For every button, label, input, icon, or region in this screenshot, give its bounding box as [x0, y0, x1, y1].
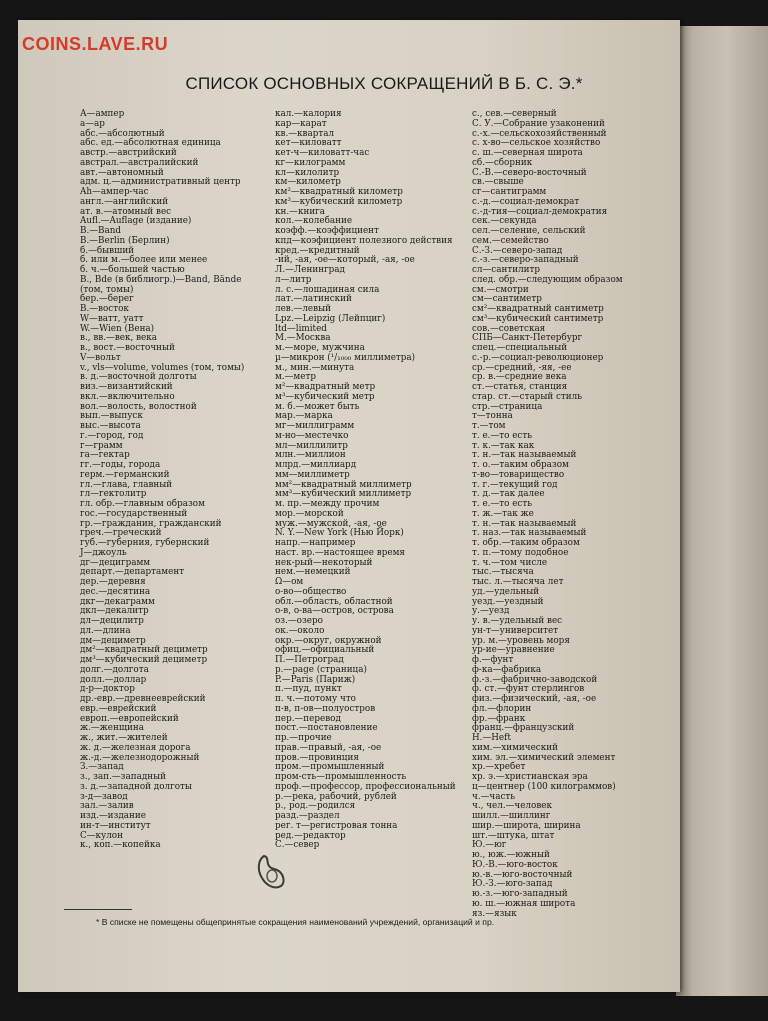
- abbreviation-entry: А—ампер: [80, 109, 125, 119]
- abbreviation-entry: ср.—средний, -яя, -ее: [472, 362, 572, 373]
- abbreviation-entry: пост.—постановление: [275, 723, 378, 734]
- abbreviation-entry: ю. ш.—южная широта: [472, 898, 576, 909]
- abbreviation-entry: мм³—кубический миллиметр: [275, 489, 412, 500]
- abbreviation-entry: гл—гектолитр: [80, 489, 147, 500]
- abbreviation-entry: с.-д-тия—социал-демократия: [472, 206, 608, 217]
- abbreviation-entry: в., вост.—восточный: [80, 343, 175, 353]
- abbreviation-entry: к., коп.—копейка: [80, 840, 161, 851]
- abbreviation-entry: млн.—миллион: [275, 450, 346, 461]
- abbreviation-entry: шир.—широта, ширина: [472, 820, 581, 831]
- abbreviation-entry: ок.—около: [275, 625, 325, 636]
- abbreviation-entry: т. обр.—таким образом: [472, 538, 580, 548]
- abbreviation-entry: физ.—физический, -ая, -ое: [472, 694, 597, 704]
- abbreviation-entry: V—вольт: [80, 352, 121, 363]
- abbreviation-entry: В.—восток: [80, 304, 129, 314]
- abbreviation-entry: ю., юж.—южный: [472, 850, 550, 860]
- abbreviation-entry: англ.—английский: [80, 196, 169, 207]
- abbreviation-entry: разд.—раздел: [275, 811, 340, 821]
- abbreviation-entry: т. к.—так как: [472, 440, 535, 451]
- abbreviation-entry: дкл—декалитр: [80, 606, 149, 617]
- abbreviation-entry: ф. ст.—фунт стерлингов: [472, 684, 585, 695]
- abbreviation-entry: H.—Heft: [472, 733, 511, 743]
- abbreviation-entry: гг.—годы, города: [80, 460, 161, 470]
- abbreviation-entry: т. о.—таким образом: [472, 460, 569, 470]
- abbreviation-entry: Ah—ампер-час: [80, 187, 149, 197]
- abbreviation-entry: B., Bde (в библиогр.)—Band, Bände: [80, 274, 242, 285]
- abbreviation-entry: ред.—редактор: [275, 830, 346, 841]
- abbreviation-entry: др.-евр.—древнееврейский: [80, 694, 206, 704]
- abbreviation-entry: вол.—волость, волостной: [80, 401, 197, 412]
- abbreviation-entry: С.—север: [275, 840, 320, 851]
- abbreviation-entry: т. н.—так называемый: [472, 450, 577, 461]
- abbreviation-entry: СПБ—Санкт-Петербург: [472, 333, 583, 344]
- abbreviation-entry: р.—река, рабочий, рублей: [275, 791, 397, 802]
- abbreviation-entry: губ.—губерния, губернский: [80, 538, 210, 548]
- abbreviation-entry: мл—миллилитр: [275, 440, 348, 451]
- abbreviation-entry: дг—дециграмм: [80, 557, 151, 568]
- abbreviation-entry: гос.—государственный: [80, 508, 188, 519]
- abbreviation-entry: шт.—штука, штат: [472, 830, 555, 841]
- abbreviation-entry: ч., чел.—человек: [472, 801, 552, 812]
- abbreviation-entry: герм.—германский: [80, 469, 170, 480]
- abbreviation-entry: тыс. л.—тысяча лет: [472, 577, 564, 587]
- abbreviation-entry: м., мин.—минута: [275, 362, 355, 373]
- abbreviation-entry: пром.—промышленный: [275, 762, 385, 773]
- abbreviation-entry: м.—метр: [275, 372, 316, 383]
- abbreviation-entry: Ю.-З.—юго-запад: [472, 879, 553, 890]
- abbreviation-entry: ю.-в.—юго-восточный: [472, 869, 573, 880]
- abbreviation-entry: C—кулон: [80, 830, 123, 841]
- abbreviation-entry: м.—море, мужчина: [275, 343, 365, 353]
- abbreviation-entry: км²—квадратный километр: [275, 187, 403, 197]
- abbreviation-entry: долл.—доллар: [80, 674, 147, 685]
- abbreviation-entry: о-во—общество: [275, 586, 347, 597]
- abbreviation-entry: гр.—гражданин, гражданский: [80, 518, 222, 529]
- abbreviation-entry: кол.—колебание: [275, 216, 353, 227]
- abbreviation-entry: М.—Москва: [275, 333, 331, 344]
- abbreviation-entry: хр.—хребет: [472, 762, 526, 773]
- abbreviation-entry: з., зап.—западный: [80, 772, 166, 782]
- abbreviation-entry: изд.—издание: [80, 811, 146, 821]
- abbreviation-entry: с.-з.—северо-западный: [472, 255, 579, 266]
- abbreviation-entry: B.—Band: [80, 226, 122, 236]
- abbreviation-entry: лев.—левый: [275, 304, 331, 314]
- abbreviation-entry: млрд.—миллиард: [275, 460, 357, 470]
- library-stamp-mark: [254, 852, 288, 892]
- abbreviation-entry: пром-сть—промышленность: [275, 772, 407, 782]
- abbreviation-entry: европ.—европейский: [80, 713, 179, 724]
- abbreviation-entry: св.—свыше: [472, 177, 524, 188]
- abbreviation-entry: ат. в.—атомный вес: [80, 206, 172, 217]
- abbreviation-entry: обл.—область, областной: [275, 596, 393, 607]
- footnote-divider: [64, 909, 132, 910]
- abbreviation-entry: N. Y.—New York (Нью Йорк): [275, 528, 404, 539]
- abbreviation-entry: пров.—провинция: [275, 752, 359, 763]
- abbreviation-entry: хр. э.—христианская эра: [472, 772, 588, 782]
- abbreviation-entry: B.—Berlin (Берлин): [80, 235, 170, 246]
- abbreviation-entry: сл—сантилитр: [472, 265, 541, 275]
- abbreviation-entry: см.—смотри: [472, 284, 529, 295]
- abbreviation-entry: департ.—департамент: [80, 567, 185, 578]
- abbreviation-entry: у.—уезд: [472, 606, 510, 617]
- abbreviation-entry: v., vls—volume, volumes (том, томы): [80, 362, 245, 373]
- abbreviation-entry: дл.—длина: [80, 625, 131, 636]
- abbreviation-entry: а—ар: [80, 118, 105, 129]
- abbreviation-entry: ж.-д.—железнодорожный: [80, 752, 200, 763]
- abbreviation-entry: P.—Paris (Париж): [275, 674, 356, 685]
- abbreviation-entry: дл—децилитр: [80, 616, 144, 626]
- abbreviation-entry: г—грамм: [80, 440, 123, 451]
- abbreviation-entry: г.—город, год: [80, 430, 144, 441]
- abbreviation-entry: ур. м.—уровень моря: [472, 635, 570, 646]
- abbreviation-entry: -ий, -ая, -ое—который, -ая, -ое: [275, 255, 415, 266]
- abbreviation-entry: евр.—еврейский: [80, 703, 157, 714]
- abbreviation-entry: кет—киловатт: [275, 138, 342, 149]
- abbreviation-entry: W.—Wien (Вена): [80, 323, 155, 334]
- abbreviation-entry: т-во—товарищество: [472, 469, 565, 480]
- abbreviation-entry: м³—кубический метр: [275, 391, 375, 402]
- abbreviation-entry: С.-З.—северо-запад: [472, 245, 563, 256]
- abbreviation-entry: с.-д.—социал-демократ: [472, 196, 580, 207]
- abbreviation-entry: см³—кубический сантиметр: [472, 313, 604, 324]
- abbreviation-entry: µ—микрон (¹/₁₀₀₀ миллиметра): [275, 352, 416, 363]
- abbreviation-entry: гл. обр.—главным образом: [80, 499, 205, 509]
- abbreviation-entry: абс.—абсолютный: [80, 128, 165, 139]
- abbreviation-entry: стр.—страница: [472, 401, 543, 412]
- abbreviation-entry: вып.—выпуск: [80, 411, 143, 422]
- abbreviation-entry: гл.—глава, главный: [80, 479, 173, 490]
- abbreviation-entry: м. б.—может быть: [275, 401, 360, 412]
- abbreviation-entry: в. д.—восточной долготы: [80, 372, 197, 383]
- abbreviation-entry: Ю.—юг: [472, 840, 507, 851]
- abbreviation-entry: дер.—деревня: [80, 577, 146, 587]
- abbreviation-entry: нек-рый—некоторый: [275, 557, 373, 568]
- abbreviation-entry: л—литр: [275, 274, 312, 285]
- abbreviation-entry: см—сантиметр: [472, 294, 542, 305]
- abbreviation-entry: хим.—химический: [472, 742, 558, 753]
- abbreviation-column-1: [80, 110, 270, 851]
- abbreviation-column-2: [275, 110, 475, 851]
- abbreviation-entry: м. пр.—между прочим: [275, 499, 380, 509]
- abbreviation-entry: рег. т—регистровая тонна: [275, 820, 398, 831]
- abbreviation-entry: нем.—немецкий: [275, 567, 351, 578]
- abbreviation-entry: сов.—советская: [472, 323, 546, 334]
- abbreviation-entry: p.—page (страница): [275, 664, 367, 675]
- abbreviation-entry: мар.—марка: [275, 411, 333, 422]
- abbreviation-entry: с. ш.—северная широта: [472, 148, 583, 158]
- abbreviation-entry: п. ч.—потому что: [275, 694, 356, 704]
- page-title: СПИСОК ОСНОВНЫХ СОКРАЩЕНИЙ В Б. С. Э.*: [185, 74, 583, 93]
- abbreviation-entry: м²—квадратный метр: [275, 382, 376, 392]
- abbreviation-entry: сек.—секунда: [472, 216, 537, 227]
- abbreviation-entry: мм²—квадратный миллиметр: [275, 479, 412, 490]
- abbreviation-entry: т. е.—то есть: [472, 430, 533, 441]
- abbreviation-entry: пр.—прочие: [275, 733, 332, 743]
- abbreviation-entry: кл—килолитр: [275, 167, 340, 178]
- abbreviation-entry: ж.—женщина: [80, 723, 144, 734]
- abbreviation-entry: офиц.—официальный: [275, 645, 375, 656]
- abbreviation-entry: м-но—местечко: [275, 430, 349, 441]
- abbreviation-entry: км—километр: [275, 177, 341, 188]
- abbreviation-entry: с.-р.—социал-революционер: [472, 352, 604, 363]
- abbreviation-entry: ч.—часть: [472, 791, 516, 802]
- abbreviation-entry: мор.—морской: [275, 508, 344, 519]
- abbreviation-entry: кпд—коэфициент полезного действия: [275, 235, 453, 246]
- abbreviation-entry: п.—пуд, пункт: [275, 684, 342, 695]
- abbreviation-entry: окр.—округ, окружной: [275, 635, 382, 646]
- abbreviation-entry: ltd—limited: [275, 323, 327, 334]
- abbreviation-entry: вкл.—включительно: [80, 391, 175, 402]
- next-page-edge: [676, 26, 768, 996]
- abbreviation-entry: ю.-з.—юго-западный: [472, 889, 568, 899]
- abbreviation-entry: коэфф.—коэффициент: [275, 226, 379, 236]
- abbreviation-entry: ф.-з.—фабрично-заводской: [472, 674, 598, 685]
- abbreviation-entry: р., род.—родился: [275, 801, 356, 812]
- abbreviation-entry: ин-т—институт: [80, 820, 151, 831]
- abbreviation-entry: авт.—автономный: [80, 167, 164, 178]
- abbreviation-entry: греч.—греческий: [80, 528, 162, 539]
- abbreviation-entry: лат.—латинский: [275, 294, 352, 305]
- abbreviation-entry: ж., жит.—жителей: [80, 733, 168, 743]
- abbreviation-entry: сб.—сборник: [472, 157, 533, 168]
- watermark: COINS.LAVE.RU: [22, 34, 169, 54]
- abbreviation-entry: фл.—флорин: [472, 703, 532, 714]
- abbreviation-entry: т. д.—так далее: [472, 489, 545, 500]
- abbreviation-entry: сг—сантиграмм: [472, 187, 547, 197]
- abbreviation-entry: Lpz.—Leipzig (Лейпциг): [275, 313, 386, 324]
- abbreviation-entry: дес.—десятина: [80, 586, 151, 597]
- abbreviation-entry: Aufl.—Auflage (издание): [80, 216, 192, 227]
- abbreviation-entry: бер.—берег: [80, 294, 134, 305]
- abbreviation-entry: франц.—французский: [472, 723, 575, 734]
- abbreviation-entry: сем.—семейство: [472, 235, 549, 246]
- abbreviation-entry: П.—Петроград: [275, 655, 344, 665]
- abbreviation-entry: яз.—язык: [472, 908, 517, 919]
- abbreviation-entry: кг—килограмм: [275, 157, 346, 168]
- abbreviation-entry: з-д—завод: [80, 791, 128, 802]
- abbreviation-entry: след. обр.—следующим образом: [472, 274, 623, 285]
- abbreviation-entry: дм²—квадратный дециметр: [80, 645, 208, 656]
- abbreviation-entry: см²—квадратный сантиметр: [472, 304, 604, 314]
- abbreviation-entry: кв.—квартал: [275, 128, 335, 139]
- abbreviation-entry: кред.—кредитный: [275, 245, 360, 256]
- footnote: * В списке не помещены общепринятые сокращения наименований учреждений, организаций и пр.: [96, 917, 495, 927]
- abbreviation-entry: км³—кубический километр: [275, 196, 403, 207]
- abbreviation-entry: Л.—Ленинград: [275, 265, 345, 275]
- abbreviation-entry: адм. ц.—административный центр: [80, 177, 241, 188]
- abbreviation-entry: мг—миллиграмм: [275, 421, 355, 431]
- abbreviation-entry: ф-ка—фабрика: [472, 664, 542, 675]
- abbreviation-entry: т. п.—тому подобное: [472, 547, 569, 558]
- abbreviation-entry: т. г.—текущий год: [472, 479, 558, 490]
- abbreviation-entry: фр.—франк: [472, 713, 526, 724]
- abbreviation-column-3: [472, 110, 677, 919]
- abbreviation-entry: прав.—правый, -ая, -ое: [275, 742, 382, 753]
- abbreviation-entry: дм³—кубический дециметр: [80, 655, 208, 665]
- abbreviation-entry: С. У.—Собрание узаконений: [472, 118, 605, 129]
- abbreviation-entry: т. наз.—так называемый: [472, 528, 587, 539]
- abbreviation-entry: т. е.—то есть: [472, 499, 533, 509]
- abbreviation-entry: хим. эл.—химический элемент: [472, 752, 616, 763]
- abbreviation-entry: с., сев.—северный: [472, 109, 557, 119]
- abbreviation-entry: Ω—ом: [275, 577, 304, 587]
- abbreviation-entry: кал.—калория: [275, 109, 342, 119]
- abbreviation-entry: сел.—селение, сельский: [472, 226, 586, 236]
- abbreviation-entry: пер.—перевод: [275, 713, 341, 724]
- abbreviation-entry: ср. в.—средние века: [472, 372, 567, 383]
- abbreviation-entry: спец.—специальный: [472, 343, 568, 353]
- abbreviation-entry: стар. ст.—старый стиль: [472, 391, 583, 402]
- abbreviation-entry: с.-х.—сельскохозяйственный: [472, 128, 607, 139]
- abbreviation-entry: с. х-во—сельское хозяйство: [472, 138, 601, 149]
- abbreviation-entry: Ю.-В.—юго-восток: [472, 859, 558, 870]
- abbreviation-entry: австрал.—австралийский: [80, 157, 199, 168]
- abbreviation-entry: д-р—доктор: [80, 684, 135, 695]
- abbreviation-entry: ур-ие—уравнение: [472, 645, 555, 656]
- abbreviation-entry: в., вв.—век, века: [80, 333, 157, 344]
- abbreviation-entry: выс.—высота: [80, 421, 141, 431]
- abbreviation-entry: б. или м.—более или менее: [80, 255, 208, 266]
- abbreviation-entry: дкг—декаграмм: [80, 596, 155, 607]
- abbreviation-entry: о-в, о-ва—остров, острова: [275, 606, 394, 617]
- abbreviation-entry: виз.—византийский: [80, 382, 173, 392]
- abbreviation-entry: оз.—озеро: [275, 616, 323, 626]
- abbreviation-entry: дм—дециметр: [80, 635, 146, 646]
- abbreviation-entry: п-в, п-ов—полуостров: [275, 703, 376, 714]
- abbreviation-entry: долг.—долгота: [80, 664, 149, 675]
- abbreviation-entry: муж.—мужской, -ая, -ое: [275, 518, 387, 529]
- abbreviation-entry: шилл.—шиллинг: [472, 811, 551, 821]
- abbreviation-entry: W—ватт, уатт: [80, 313, 144, 324]
- abbreviation-entry: австр.—австрийский: [80, 148, 177, 158]
- abbreviation-entry: у. в.—удельный вес: [472, 616, 563, 626]
- abbreviation-entry: т—тонна: [472, 411, 513, 422]
- abbreviation-entry: проф.—профессор, профессиональный: [275, 781, 456, 792]
- abbreviation-entry: ун-т—университет: [472, 625, 559, 636]
- abbreviation-entry: т.—том: [472, 421, 506, 431]
- abbreviation-entry: б. ч.—большей частью: [80, 265, 185, 275]
- abbreviation-entry: тыс.—тысяча: [472, 567, 534, 578]
- abbreviation-entry: т. ч.—том числе: [472, 557, 548, 568]
- abbreviation-entry: ст.—статья, станция: [472, 382, 568, 392]
- abbreviation-entry: уд.—удельный: [472, 586, 540, 597]
- abbreviation-entry: мм—миллиметр: [275, 469, 350, 480]
- abbreviation-entry: J—джоуль: [80, 547, 127, 558]
- abbreviation-entry: л. с.—лошадиная сила: [275, 284, 380, 295]
- abbreviation-entry: уезд.—уездный: [472, 596, 544, 607]
- abbreviation-entry: напр.—например: [275, 538, 356, 548]
- abbreviation-entry: ж. д.—железная дорога: [80, 742, 191, 753]
- abbreviation-entry: ц—центнер (100 килограммов): [472, 781, 616, 792]
- abbreviation-entry: (том, томы): [80, 284, 134, 295]
- abbreviation-entry: б.—бывший: [80, 245, 135, 256]
- abbreviation-entry: З.—запад: [80, 762, 124, 773]
- abbreviation-entry: кн.—книга: [275, 206, 326, 217]
- abbreviation-entry: зал.—залив: [80, 801, 134, 812]
- abbreviation-entry: кет-ч—киловатт-час: [275, 148, 370, 158]
- abbreviation-entry: т. н.—так называемый: [472, 518, 577, 529]
- abbreviation-entry: кар—карат: [275, 118, 327, 129]
- abbreviation-entry: абс. ед.—абсолютная единица: [80, 138, 221, 149]
- abbreviation-entry: наст. вр.—настоящее время: [275, 547, 405, 558]
- abbreviation-entry: С.-В.—северо-восточный: [472, 167, 587, 178]
- abbreviation-entry: з. д.—западной долготы: [80, 781, 192, 792]
- abbreviation-entry: т. ж.—так же: [472, 508, 534, 519]
- abbreviation-entry: га—гектар: [80, 450, 130, 461]
- abbreviation-entry: ф.—фунт: [472, 655, 514, 665]
